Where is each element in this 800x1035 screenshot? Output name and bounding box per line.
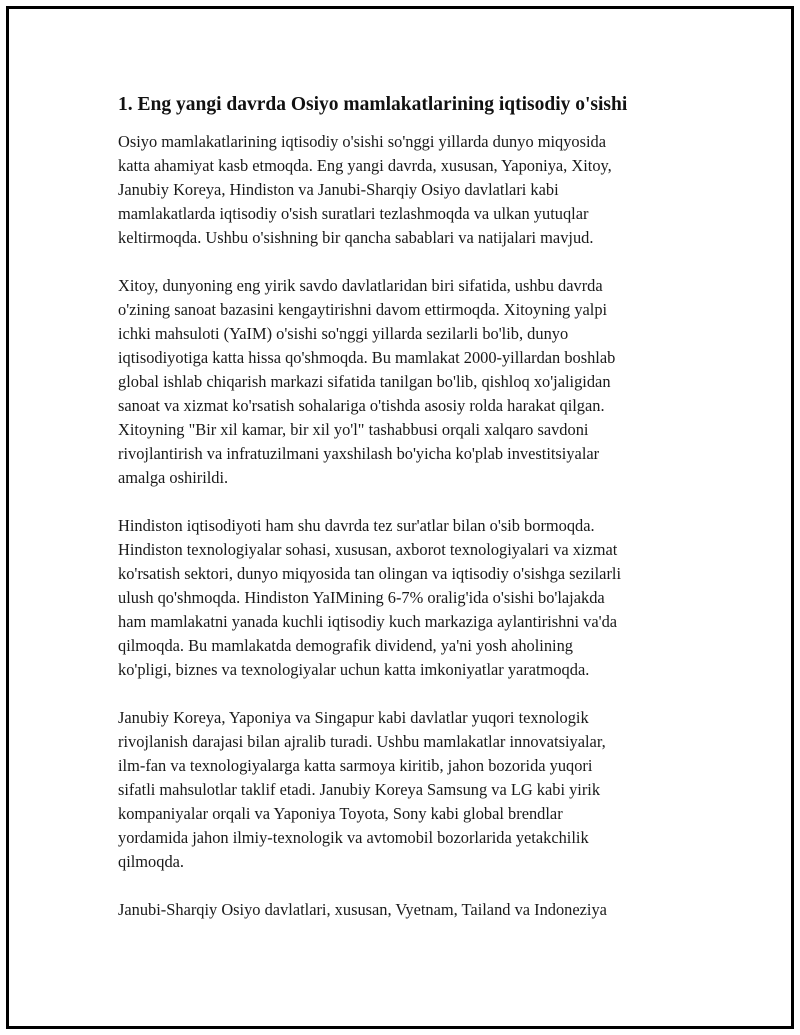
paragraph <box>118 706 688 874</box>
text-line: ko'rsatish sektori, dunyo miqyosida tan olingan va iqtisodiy o'sishga sezilarli <box>118 564 622 583</box>
text-line: keltirmoqda. Ushbu o'sishning bir qancha sabablari va natijalari mavjud. <box>118 228 594 247</box>
document-body <box>118 90 688 946</box>
paragraph <box>118 274 688 490</box>
text-line: ichki mahsuloti (YaIM) o'sishi so'nggi yillarda sezilarli bo'lib, dunyo <box>118 324 569 343</box>
text-line: rivojlanish darajasi bilan ajralib turadi. Ushbu mamlakatlar innovatsiyalar, <box>118 732 606 751</box>
text-line: qilmoqda. <box>118 852 185 871</box>
text-line: katta ahamiyat kasb etmoqda. Eng yangi davrda, xususan, Yaponiya, Xitoy, <box>118 156 612 175</box>
text-line: global ishlab chiqarish markazi sifatida tanilgan bo'lib, qishloq xo'jaligidan <box>118 372 611 391</box>
text-line: ham mamlakatni yanada kuchli iqtisodiy kuch markaziga aylantirishni va'da <box>118 612 618 631</box>
paragraph-list <box>118 130 688 922</box>
text-line: rivojlantirish va infratuzilmani yaxshilash bo'yicha ko'plab investitsiyalar <box>118 444 600 463</box>
text-line: sifatli mahsulotlar taklif etadi. Janubiy Koreya Samsung va LG kabi yirik <box>118 780 601 799</box>
text-line: Janubiy Koreya, Yaponiya va Singapur kabi davlatlar yuqori texnologik <box>118 708 589 727</box>
text-line: iqtisodiyotiga katta hissa qo'shmoqda. Bu mamlakat 2000-yillardan boshlab <box>118 348 616 367</box>
paragraph <box>118 898 688 922</box>
text-line: kompaniyalar orqali va Yaponiya Toyota, Sony kabi global brendlar <box>118 804 563 823</box>
text-line: Hindiston iqtisodiyoti ham shu davrda tez sur'atlar bilan o'sib bormoqda. <box>118 516 595 535</box>
section-title: 1. Eng yangi davrda Osiyo mamlakatlarining iqtisodiy o'sishi <box>118 94 628 115</box>
paragraph <box>118 130 688 250</box>
text-line: ulush qo'shmoqda. Hindiston YaIMining 6-7% oralig'ida o'sishi bo'lajakda <box>118 588 605 607</box>
text-line: yordamida jahon ilmiy-texnologik va avtomobil bozorlarida yetakchilik <box>118 828 589 847</box>
text-line: ko'pligi, biznes va texnologiyalar uchun katta imkoniyatlar yaratmoqda. <box>118 660 590 679</box>
text-line: Janubi-Sharqiy Osiyo davlatlari, xususan, Vyetnam, Tailand va Indoneziya <box>118 900 607 919</box>
text-line: Osiyo mamlakatlarining iqtisodiy o'sishi so'nggi yillarda dunyo miqyosida <box>118 132 607 151</box>
paragraph <box>118 514 688 682</box>
text-line: Janubiy Koreya, Hindiston va Janubi-Sharqiy Osiyo davlatlari kabi <box>118 180 559 199</box>
text-line: ilm-fan va texnologiyalarga katta sarmoya kiritib, jahon bozorida yuqori <box>118 756 593 775</box>
text-line: mamlakatlarda iqtisodiy o'sish suratlari tezlashmoqda va ulkan yutuqlar <box>118 204 589 223</box>
text-line: Xitoy, dunyoning eng yirik savdo davlatlaridan biri sifatida, ushbu davrda <box>118 276 603 295</box>
text-line: Hindiston texnologiyalar sohasi, xususan, axborot texnologiyalari va xizmat <box>118 540 618 559</box>
text-line: qilmoqda. Bu mamlakatda demografik dividend, ya'ni yosh aholining <box>118 636 573 655</box>
text-line: Xitoyning "Bir xil kamar, bir xil yo'l" tashabbusi orqali xalqaro savdoni <box>118 420 589 439</box>
text-line: o'zining sanoat bazasini kengaytirishni davom ettirmoqda. Xitoyning yalpi <box>118 300 608 319</box>
text-line: sanoat va xizmat ko'rsatish sohalariga o'tishda asosiy rolda harakat qilgan. <box>118 396 605 415</box>
text-line: amalga oshirildi. <box>118 468 229 487</box>
